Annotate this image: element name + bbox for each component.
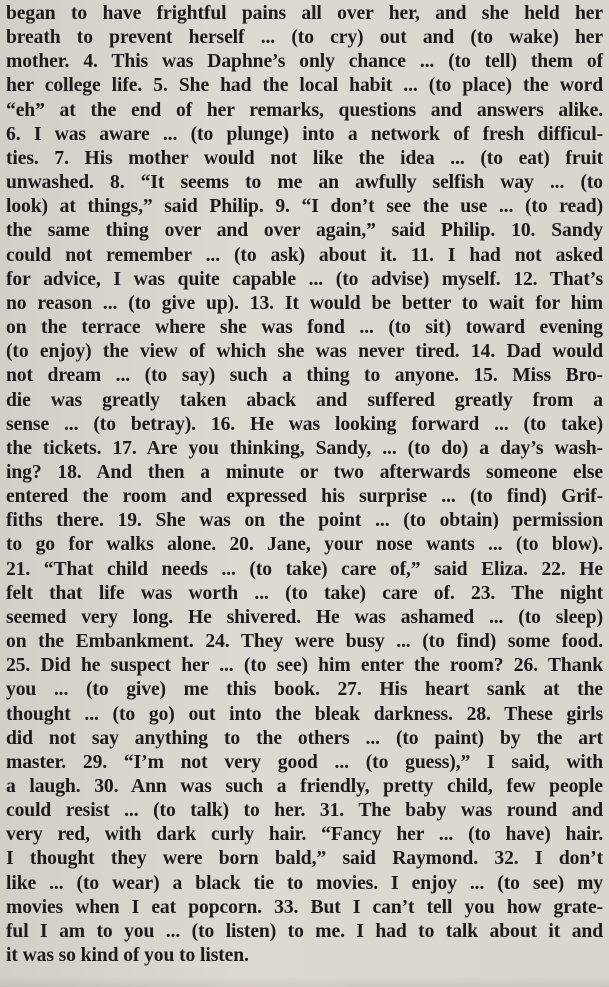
text-line: seemed very long. He shivered. He was ashamed ... (to sleep) bbox=[6, 606, 603, 628]
text-line: could resist ... (to talk) to her. 31. The baby was round and bbox=[6, 800, 603, 822]
text-line: 25. Did he suspect her ... (to see) him enter the room? 26. Thank bbox=[6, 655, 603, 677]
text-line: could not remember ... (to ask) about it. 11. I had not asked bbox=[6, 244, 603, 266]
text-line: no reason ... (to give up). 13. It would be better to wait for him bbox=[6, 292, 603, 314]
text-line: her college life. 5. She had the local habit ... (to place) the word bbox=[6, 75, 603, 97]
text-line: movies when I eat popcorn. 33. But I can’t tell you how grate- bbox=[6, 896, 603, 918]
text-line: the same thing over and over again,” said Philip. 10. Sandy bbox=[6, 220, 603, 242]
text-line: you ... (to give) me this book. 27. His heart sank at the bbox=[6, 679, 603, 701]
text-line: for advice, I was quite capable ... (to advise) myself. 12. That’s bbox=[6, 268, 603, 290]
text-line: began to have frightful pains all over her, and she held her bbox=[6, 3, 603, 24]
text-line: (to enjoy) the view of which she was never tired. 14. Dad would bbox=[6, 341, 603, 363]
text-line: ful I am to you ... (to listen) to me. I had to talk about it and bbox=[6, 920, 603, 942]
text-line: mother. 4. This was Daphne’s only chance ... (to tell) them of bbox=[6, 51, 603, 73]
text-line: master. 29. “I’m not very good ... (to guess),” I said, with bbox=[6, 751, 603, 773]
text-line: sense ... (to betray). 16. He was looking forward ... (to take) bbox=[6, 413, 603, 435]
page-bottom-shadow bbox=[0, 977, 609, 987]
text-line: die was greatly taken aback and suffered greatly from a bbox=[6, 389, 603, 411]
text-line: I thought they were born bald,” said Raymond. 32. I don’t bbox=[6, 848, 603, 870]
text-line: 21. “That child needs ... (to take) care of,” said Eliza. 22. He bbox=[6, 558, 603, 580]
text-line: not dream ... (to say) such a thing to anyone. 15. Miss Bro- bbox=[6, 365, 603, 387]
text-line: very red, with dark curly hair. “Fancy her ... (to have) hair. bbox=[6, 824, 603, 846]
text-line: did not say anything to the others ... (to paint) by the art bbox=[6, 727, 603, 749]
text-line: “eh” at the end of her remarks, questions and answers alike. bbox=[6, 99, 603, 121]
text-line: unwashed. 8. “It seems to me an awfully selfish way ... (to bbox=[6, 172, 603, 194]
text-line: entered the room and expressed his surprise ... (to find) Grif- bbox=[6, 486, 603, 508]
text-line: to go for walks alone. 20. Jane, your nose wants ... (to blow). bbox=[6, 534, 603, 556]
exercise-text bbox=[6, 2, 603, 968]
text-line: thought ... (to go) out into the bleak darkness. 28. These girls bbox=[6, 703, 603, 725]
text-line: it was so kind of you to listen. bbox=[6, 945, 249, 967]
text-line: like ... (to wear) a black tie to movies. I enjoy ... (to see) my bbox=[6, 872, 603, 894]
text-line: on the terrace where she was fond ... (to sit) toward evening bbox=[6, 317, 603, 339]
text-line: on the Embankment. 24. They were busy ... (to find) some food. bbox=[6, 631, 603, 653]
text-line: breath to prevent herself ... (to cry) out and (to wake) her bbox=[6, 27, 603, 49]
text-line: felt that life was worth ... (to take) care of. 23. The night bbox=[6, 582, 603, 604]
text-line: 6. I was aware ... (to plunge) into a network of fresh difficul- bbox=[6, 123, 603, 145]
text-line: ties. 7. His mother would not like the idea ... (to eat) fruit bbox=[6, 147, 603, 169]
text-line: ing? 18. And then a minute or two afterwards someone else bbox=[6, 461, 603, 483]
text-line: a laugh. 30. Ann was such a friendly, pretty child, few people bbox=[6, 776, 603, 797]
text-line: fiths there. 19. She was on the point ... (to obtain) permission bbox=[6, 510, 603, 532]
text-line: look) at things,” said Philip. 9. “I don’t see the use ... (to read) bbox=[6, 196, 603, 218]
text-line: the tickets. 17. Are you thinking, Sandy, ... (to do) a day’s wash- bbox=[6, 437, 603, 459]
